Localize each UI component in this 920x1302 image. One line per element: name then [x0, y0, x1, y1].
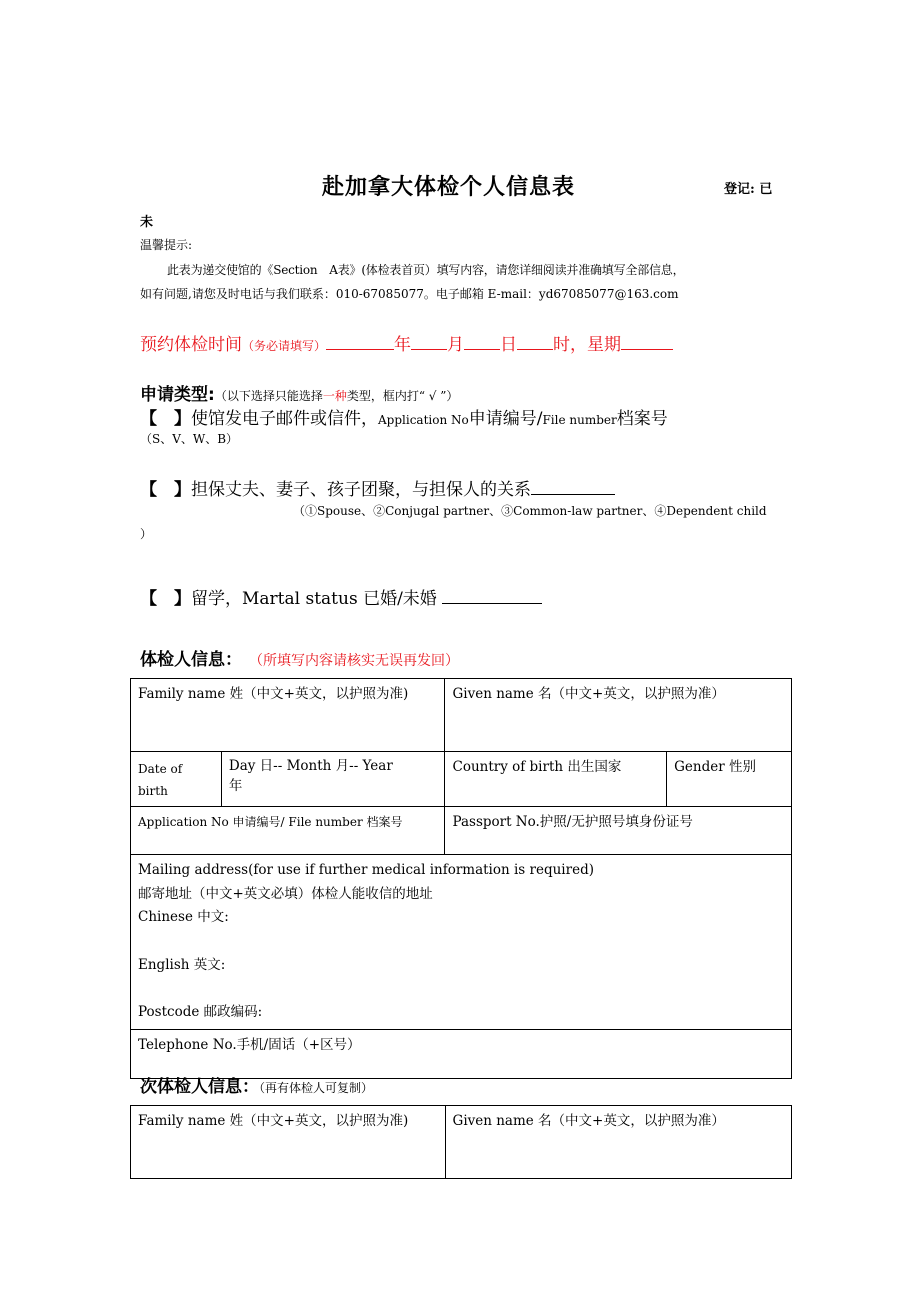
- hour-label: 时，星期: [553, 335, 622, 355]
- notice-heading: 温馨提示:: [140, 238, 193, 252]
- secondary-family-name-field[interactable]: [131, 1106, 446, 1179]
- telephone-label: Telephone No.手机/固话（+区号）: [138, 1036, 361, 1053]
- option-sponsor-checkbox[interactable]: 【 】: [140, 480, 191, 500]
- application-no-label: Application No 申请编号/ File number 档案号: [138, 815, 403, 829]
- option-sponsor-text: 担保丈夫、妻子、孩子团聚，与担保人的关系: [191, 480, 531, 500]
- mailing-address-en-label: Mailing address(for use if further medical information is required): [138, 862, 594, 878]
- family-name-field[interactable]: [131, 679, 445, 752]
- page-title: 赴加拿大体检个人信息表: [322, 174, 576, 200]
- appointment-label: 预约体检时间: [140, 335, 242, 355]
- year-blank[interactable]: [326, 333, 394, 350]
- secondary-given-name-label: Given name 名（中文+英文，以护照为准）: [452, 1113, 725, 1129]
- dob-label-cell: [131, 752, 222, 807]
- mailing-address-cn-label: 邮寄地址（中文+英文必填）体检人能收信的地址: [138, 885, 433, 902]
- month-label: 月: [447, 335, 465, 355]
- telephone-field[interactable]: [131, 1029, 792, 1078]
- dob-field[interactable]: [221, 752, 445, 807]
- chinese-address-label: Chinese 中文:: [138, 909, 229, 925]
- notice-line-2: 如有问题,请您及时电话与我们联系：010-67085077。电子邮箱 E-mail：yd67085077@163.com: [140, 287, 679, 301]
- given-name-field[interactable]: [445, 679, 792, 752]
- register-wrap: 未: [140, 215, 154, 230]
- examinee-table: [130, 678, 792, 1079]
- option-study: [140, 584, 542, 609]
- option-embassy-text: 使馆发电子邮件或信件，: [191, 409, 378, 429]
- passport-label: Passport No.护照/无护照号填身份证号: [452, 814, 693, 830]
- postcode-label: Postcode 邮政编码:: [138, 1004, 263, 1020]
- passport-field[interactable]: [445, 807, 792, 855]
- hour-blank[interactable]: [517, 333, 553, 350]
- country-of-birth-field[interactable]: [445, 752, 667, 807]
- option-embassy-sub: （S、V、W、B）: [140, 432, 239, 446]
- relationship-blank[interactable]: [531, 478, 615, 495]
- option-sponsor-sub: （①Spouse、②Conjugal partner、③Common-law partner、④Dependent child: [293, 504, 767, 518]
- appointment-row: [140, 330, 673, 355]
- option-sponsor-sub-wrap: ）: [140, 527, 153, 541]
- secondary-table: [130, 1105, 792, 1179]
- secondary-heading: [140, 1072, 373, 1097]
- secondary-given-name-field[interactable]: [445, 1106, 791, 1179]
- secondary-label: 次体检人信息：: [140, 1077, 259, 1097]
- examinee-heading: [140, 645, 459, 670]
- month-blank[interactable]: [411, 333, 447, 350]
- notice-line-1: 此表为递交使馆的《Section A表》(体检表首页）填写内容，请您详细阅读并准确填写全部信息，: [167, 263, 685, 277]
- option-embassy: [140, 404, 668, 429]
- examinee-note: （所填写内容请核实无误再发回）: [256, 653, 459, 669]
- family-name-label: Family name 姓（中文+英文，以护照为准): [138, 686, 409, 702]
- dob-format: Day 日-- Month 月-- Year: [228, 758, 393, 774]
- day-label: 日: [500, 335, 518, 355]
- option-embassy-file-no-cn: 档案号: [616, 409, 668, 429]
- application-type-row: [140, 380, 458, 405]
- option-study-text: 留学，Martal status 已婚/未婚: [191, 589, 437, 609]
- option-study-checkbox[interactable]: 【 】: [140, 589, 191, 609]
- examinee-label: 体检人信息：: [140, 650, 242, 670]
- secondary-note: （再有体检人可复制）: [259, 1081, 374, 1095]
- option-sponsor: [140, 475, 615, 500]
- secondary-family-name-label: Family name 姓（中文+英文，以护照为准): [138, 1113, 409, 1129]
- weekday-blank[interactable]: [621, 333, 673, 350]
- english-address-label: English 英文:: [138, 956, 226, 973]
- gender-label: Gender 性别: [674, 759, 756, 775]
- application-type-note-emphasis: 一种: [322, 389, 347, 403]
- mailing-address-field[interactable]: [131, 855, 792, 1030]
- option-embassy-checkbox[interactable]: 【 】: [140, 409, 191, 429]
- dob-format-year: 年: [228, 778, 243, 794]
- day-blank[interactable]: [464, 333, 500, 350]
- year-label: 年: [394, 335, 412, 355]
- application-no-field[interactable]: [131, 807, 445, 855]
- given-name-label: Given name 名（中文+英文，以护照为准）: [452, 686, 725, 702]
- dob-label: Date of birth: [138, 762, 183, 798]
- marital-status-blank[interactable]: [442, 587, 542, 604]
- application-type-note-end: 类型，框内打“ √ ”）: [346, 389, 459, 403]
- application-type-note: （以下选择只能选择: [214, 389, 323, 403]
- country-of-birth-label: Country of birth 出生国家: [452, 759, 622, 775]
- gender-field[interactable]: [667, 752, 792, 807]
- option-embassy-file-no: File number: [542, 413, 617, 427]
- register-label: 登记: 已: [724, 182, 773, 197]
- option-embassy-app-no: Application No: [378, 413, 469, 427]
- option-embassy-app-no-cn: 申请编号/: [468, 409, 543, 429]
- appointment-required-note: （务必请填写）: [242, 339, 327, 353]
- application-type-label: 申请类型:: [140, 385, 215, 405]
